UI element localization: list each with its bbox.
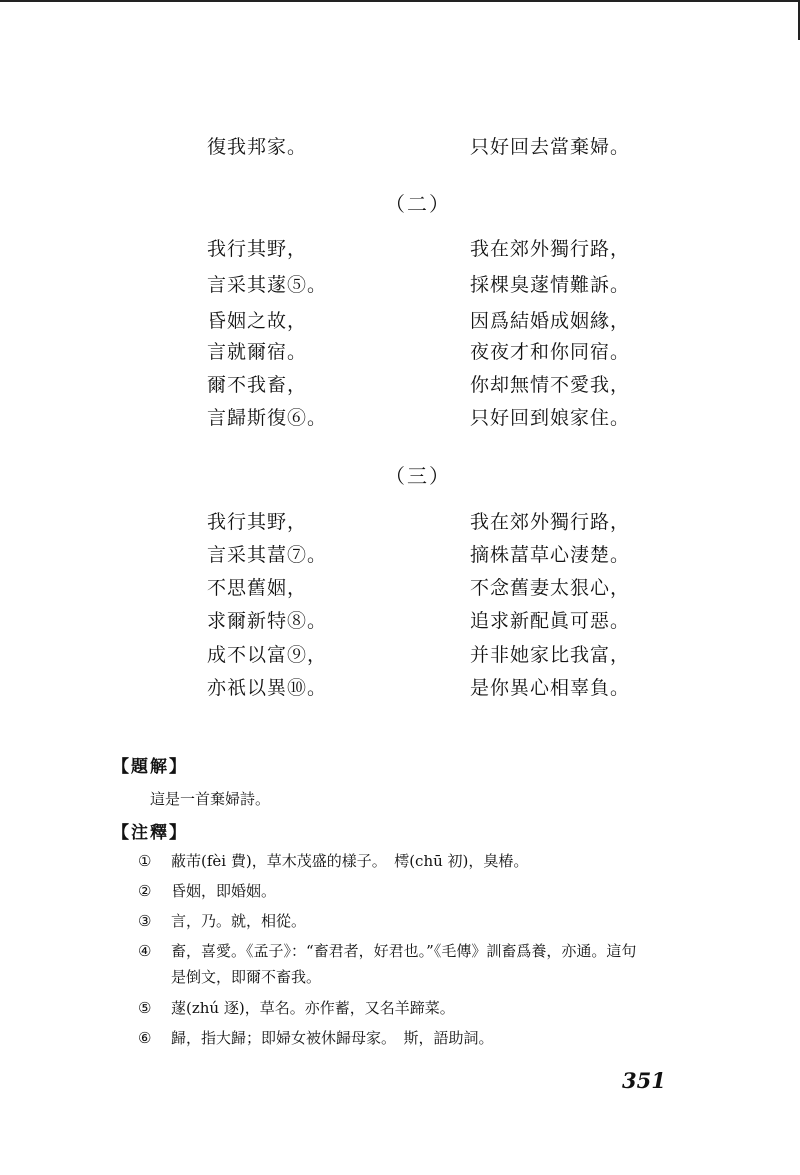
note-item (138, 910, 306, 931)
note-item (138, 997, 455, 1018)
note-text: 昏姻，即婚姻。 (171, 882, 277, 900)
poem-line-original: 言歸斯復⑥。 (207, 407, 328, 429)
poem-line-original: 成不以富⑨， (207, 644, 328, 666)
note-text-continued: 是倒文，即爾不畜我。 (171, 968, 322, 986)
poem-line-translation: 只好回去當棄婦。 (470, 136, 631, 158)
poem-line-original: 言采其葍⑦。 (207, 544, 328, 566)
poem-line-original: 求爾新特⑧。 (207, 610, 328, 632)
poem-line-original: 我行其野， (207, 511, 308, 533)
note-number: ⑥ (138, 1029, 152, 1047)
poem-line-translation: 不念舊妻太狠心， (470, 577, 631, 599)
poem-line-translation: 摘株葍草心淒楚。 (470, 544, 631, 566)
note-item (138, 940, 636, 961)
poem-line-original: 復我邦家。 (207, 136, 308, 158)
poem-line-original: 言采其蓫⑤。 (207, 274, 328, 296)
poem-line-translation: 只好回到娘家住。 (470, 407, 631, 429)
poem-line-original: 亦祇以異⑩。 (207, 677, 328, 699)
note-text: 蓫(zhú 逐)，草名。亦作蓄，又名羊蹄菜。 (171, 999, 455, 1017)
note-text: 蔽芾(fèi 費)，草木茂盛的樣子。 樗(chū 初)，臭椿。 (171, 852, 529, 870)
poem-line-translation: 採棵臭蓫情難訴。 (470, 274, 631, 296)
note-item (138, 880, 276, 901)
poem-line-translation: 并非她家比我富， (470, 644, 631, 666)
note-text: 歸，指大歸；即婦女被休歸母家。 斯，語助詞。 (171, 1029, 494, 1047)
note-number: ① (138, 852, 152, 870)
explanation-heading: 【題解】 (112, 757, 188, 777)
note-number: ⑤ (138, 999, 152, 1017)
page-number: 351 (622, 1068, 666, 1093)
poem-line-original: 我行其野， (207, 238, 308, 260)
poem-line-translation: 因爲結婚成姻緣， (470, 310, 631, 332)
section-title-3: （三） (385, 464, 451, 488)
poem-line-translation: 追求新配眞可惡。 (470, 610, 631, 632)
note-item (138, 1027, 494, 1048)
notes-heading: 【注釋】 (112, 823, 188, 843)
note-number: ④ (138, 942, 152, 960)
explanation-text: 這是一首棄婦詩。 (150, 790, 271, 808)
page-top-border (0, 0, 800, 2)
note-text: 畜，喜愛。《孟子》：“畜君者，好君也。”《毛傳》訓畜爲養，亦通。這句 (171, 942, 637, 960)
poem-line-translation: 我在郊外獨行路， (470, 238, 631, 260)
note-text: 言，乃。就，相從。 (171, 912, 307, 930)
poem-line-original: 昏姻之故， (207, 310, 308, 332)
poem-line-original: 爾不我畜， (207, 374, 308, 396)
note-number: ③ (138, 912, 152, 930)
poem-line-translation: 是你異心相辜負。 (470, 677, 631, 699)
poem-line-original: 不思舊姻， (207, 577, 308, 599)
section-title-2: （二） (385, 192, 451, 216)
poem-line-translation: 我在郊外獨行路， (470, 511, 631, 533)
poem-line-original: 言就爾宿。 (207, 341, 308, 363)
poem-line-translation: 夜夜才和你同宿。 (470, 341, 631, 363)
note-number: ② (138, 882, 152, 900)
poem-line-translation: 你却無情不愛我， (470, 374, 631, 396)
note-item (138, 850, 528, 871)
